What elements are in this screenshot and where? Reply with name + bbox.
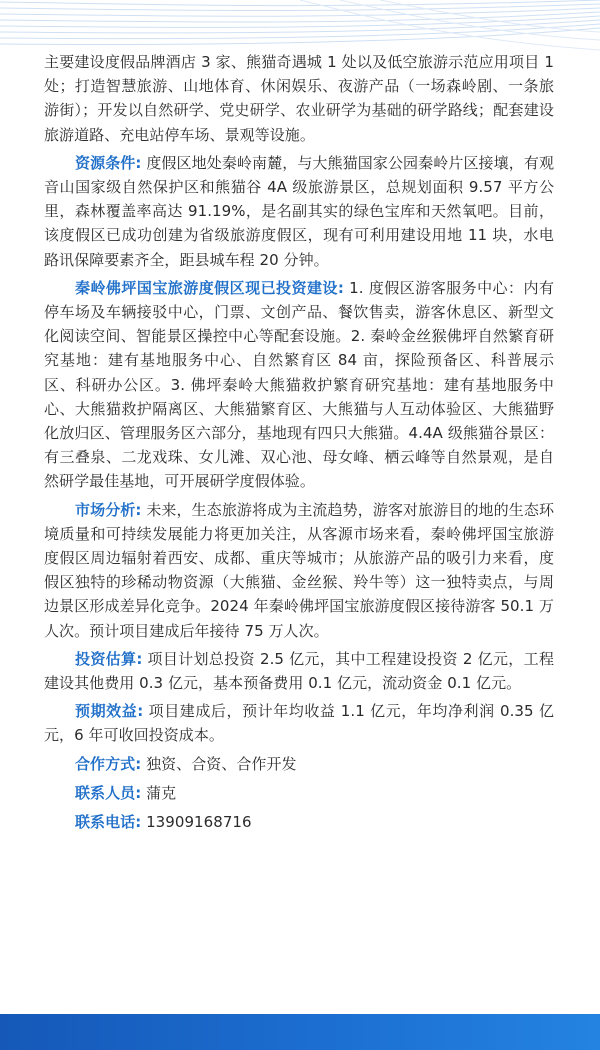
contact-phone-line [44, 810, 554, 834]
market-text: 未来，生态旅游将成为主流趋势，游客对旅游目的地的生态环境质量和可持续发展能力将更加关注，从客源市场来看，秦岭佛坪国宝旅游度假区周边辐射着西安、成都、重庆等城市；从旅游产品的吸引力来看，度假区独特的珍稀动物资源（大熊猫、金丝猴、羚牛等）这一独特卖点，与周边景区形成差异化竞争。2024 年秦岭佛坪国宝旅游度假区接待游客 50.1 万人次。预计项目建成后年接待 75 万人次。 [44, 500, 554, 640]
resources-paragraph [44, 151, 554, 272]
cooperation-label: 合作方式: [75, 754, 142, 773]
cooperation-text: 独资、合资、合作开发 [141, 754, 297, 773]
investment-text: 项目计划总投资 2.5 亿元，其中工程建设投资 2 亿元，工程建设其他费用 0.3 亿元，基本预备费用 0.1 亿元，流动资金 0.1 亿元。 [44, 649, 555, 693]
benefit-paragraph [44, 699, 554, 747]
document-body [44, 50, 554, 839]
intro-text: 主要建设度假品牌酒店 3 家、熊猫奇遇城 1 处以及低空旅游示范应用项目 1 处；打造智慧旅游、山地体育、休闲娱乐、夜游产品（一场森岭剧、一条旅游街）；开发以自然研学、党史研学、农业研学为基础的研学路线；配套建设旅游道路、充电站停车场、景观等设施。 [44, 53, 554, 144]
market-label: 市场分析: [75, 500, 142, 519]
contact-person-line [44, 781, 554, 805]
footer-bar [0, 1014, 600, 1050]
contact-phone-label: 联系电话: [75, 813, 142, 832]
investment-paragraph [44, 647, 554, 695]
contact-person-text: 蒲克 [141, 783, 177, 802]
contact-phone-text: 13909168716 [141, 813, 252, 832]
existing-investment-label: 秦岭佛坪国宝旅游度假区现已投资建设: [75, 278, 344, 297]
existing-investment-paragraph [44, 276, 554, 494]
intro-paragraph [44, 50, 554, 147]
resources-label: 资源条件: [75, 153, 142, 172]
benefit-text: 项目建成后，预计年均收益 1.1 亿元，年均净利润 0.35 亿元，6 年可收回投资成本。 [44, 702, 555, 745]
market-paragraph [44, 498, 554, 643]
contact-person-label: 联系人员: [75, 783, 142, 802]
investment-label: 投资估算: [75, 649, 143, 668]
existing-investment-text: 1. 度假区游客服务中心：内有停车场及车辆接驳中心，门票、文创产品、餐饮售卖，游客休息区、新型文化阅读空间、智能景区操控中心等配套设施。2. 秦岭金丝猴佛坪自然繁育研究基地：建有基地服务中心、自然繁育区 84 亩，探险预备区、科普展示区、科研办公区。3. 佛坪秦岭大熊猫救护繁育研究基地：建有基地服务中心、大熊猫救护隔离区、大熊猫繁育区、大熊猫与人互动体验区、大熊猫野化放归区、管理服务区六部分，基地现有四只大熊猫。4.4A 级熊猫谷景区：有三叠泉、二龙戏珠、女儿滩、双心池、母女峰、栖云峰等自然景观，是自然研学最佳基地，可开展研学度假体验。 [44, 278, 554, 491]
benefit-label: 预期效益: [75, 702, 144, 721]
resources-text: 度假区地处秦岭南麓，与大熊猫国家公园秦岭片区接壤，有观音山国家级自然保护区和熊猫谷 4A 级旅游景区，总规划面积 9.57 平方公里，森林覆盖率高达 91.19%，是名副其实的绿色宝库和天然氧吧。目前，该度假区已成功创建为省级旅游度假区，现有可利用建设用地 11 块，水电路讯保障要素齐全，距县城车程 20 分钟。 [44, 153, 554, 269]
cooperation-line [44, 752, 554, 776]
